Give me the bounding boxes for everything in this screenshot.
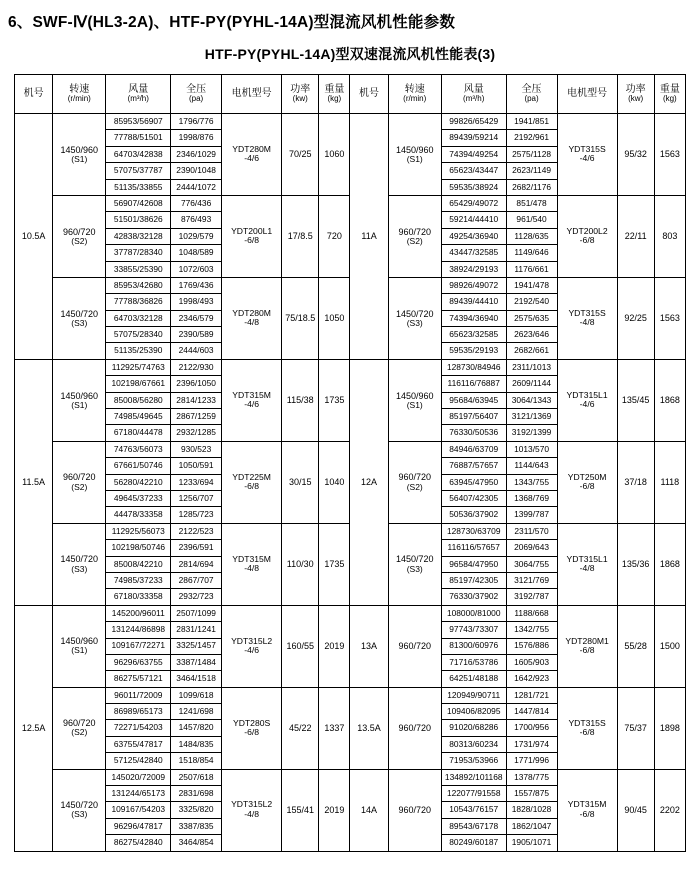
pressure-cell-left: 2507/618 [171, 769, 222, 785]
pressure-cell-right: 1342/755 [506, 622, 557, 638]
flow-cell-left: 64703/32128 [106, 310, 171, 326]
flow-cell-left: 64703/42838 [106, 146, 171, 162]
flow-cell-right: 97743/73307 [441, 622, 506, 638]
power-cell-left: 115/38 [282, 359, 319, 441]
weight-cell-right: 1868 [654, 359, 685, 441]
pressure-cell-right: 1128/635 [506, 228, 557, 244]
power-cell-left: 30/15 [282, 441, 319, 523]
pressure-cell-right: 3064/755 [506, 556, 557, 572]
pressure-cell-right: 1828/1028 [506, 802, 557, 818]
page-title: 6、SWF-Ⅳ(HL3-2A)、HTF-PY(PYHL-14A)型混流风机性能参数 [8, 14, 456, 31]
flow-cell-right: 71716/53786 [441, 654, 506, 670]
header-motor-left: 电机型号 [222, 75, 282, 114]
pressure-cell-right: 1188/668 [506, 605, 557, 621]
rpm-cell-left: 1450/960 (S1) [53, 605, 106, 687]
header-model-right: 机号 [350, 75, 388, 114]
performance-table [14, 74, 686, 852]
flow-cell-left: 74985/49645 [106, 409, 171, 425]
pressure-cell-left: 776/436 [171, 195, 222, 211]
pressure-cell-right: 3121/769 [506, 572, 557, 588]
flow-cell-left: 85008/42210 [106, 556, 171, 572]
pressure-cell-left: 1998/876 [171, 130, 222, 146]
flow-cell-left: 51135/33855 [106, 179, 171, 195]
pressure-cell-right: 2575/1128 [506, 146, 557, 162]
pressure-cell-left: 2122/523 [171, 523, 222, 539]
table-row [15, 687, 686, 703]
rpm-cell-right: 960/720 [388, 687, 441, 769]
pressure-cell-right: 3064/1343 [506, 392, 557, 408]
pressure-cell-right: 1557/875 [506, 786, 557, 802]
pressure-cell-right: 1378/775 [506, 769, 557, 785]
pressure-cell-left: 1099/618 [171, 687, 222, 703]
flow-cell-left: 145020/72009 [106, 769, 171, 785]
pressure-cell-left: 2932/723 [171, 589, 222, 605]
flow-cell-right: 50536/37902 [441, 507, 506, 523]
pressure-cell-right: 1941/478 [506, 277, 557, 293]
header-rpm-right: 转速 (r/min) [388, 75, 441, 114]
motor-cell-left: YDT200L1 -6/8 [222, 195, 282, 277]
pressure-cell-left: 2867/707 [171, 572, 222, 588]
pressure-cell-left: 2831/1241 [171, 622, 222, 638]
header-pressure-left: 全压 (pa) [171, 75, 222, 114]
pressure-cell-left: 2122/930 [171, 359, 222, 375]
weight-cell-right: 1868 [654, 523, 685, 605]
model-cell-right: 12A [350, 359, 388, 605]
motor-cell-right: YDT200L2 -6/8 [557, 195, 617, 277]
pressure-cell-right: 2575/635 [506, 310, 557, 326]
flow-cell-left: 102198/50746 [106, 540, 171, 556]
motor-cell-right: YDT250M -6/8 [557, 441, 617, 523]
table-header [15, 75, 686, 114]
flow-cell-left: 57075/28340 [106, 327, 171, 343]
flow-cell-left: 72271/54203 [106, 720, 171, 736]
power-cell-right: 37/18 [617, 441, 654, 523]
flow-cell-right: 89439/44410 [441, 294, 506, 310]
pressure-cell-right: 1700/956 [506, 720, 557, 736]
pressure-cell-left: 2346/579 [171, 310, 222, 326]
power-cell-right: 55/28 [617, 605, 654, 687]
flow-cell-right: 38924/29193 [441, 261, 506, 277]
pressure-cell-left: 1256/707 [171, 490, 222, 506]
weight-cell-left: 720 [319, 195, 350, 277]
flow-cell-right: 109406/82095 [441, 704, 506, 720]
table-title: HTF-PY(PYHL-14A)型双速混流风机性能表(3) [204, 46, 496, 62]
flow-cell-left: 51135/25390 [106, 343, 171, 359]
pressure-cell-left: 1769/436 [171, 277, 222, 293]
model-cell-left: 12.5A [15, 605, 53, 851]
weight-cell-right: 2202 [654, 769, 685, 851]
weight-cell-right: 1898 [654, 687, 685, 769]
flow-cell-left: 67180/44478 [106, 425, 171, 441]
flow-cell-right: 74394/49254 [441, 146, 506, 162]
flow-cell-right: 80313/60234 [441, 736, 506, 752]
rpm-cell-right: 1450/960 (S1) [388, 114, 441, 196]
flow-cell-right: 84946/63709 [441, 441, 506, 457]
motor-cell-right: YDT315L1 -4/6 [557, 359, 617, 441]
header-power-right: 功率 (kw) [617, 75, 654, 114]
pressure-cell-left: 2390/1048 [171, 163, 222, 179]
pressure-cell-right: 1281/721 [506, 687, 557, 703]
pressure-cell-right: 961/540 [506, 212, 557, 228]
motor-cell-left: YDT315L2 -4/6 [222, 605, 282, 687]
pressure-cell-left: 3325/1457 [171, 638, 222, 654]
power-cell-right: 135/36 [617, 523, 654, 605]
pressure-cell-left: 3387/1484 [171, 654, 222, 670]
pressure-cell-left: 1233/694 [171, 474, 222, 490]
pressure-cell-left: 2831/698 [171, 786, 222, 802]
pressure-cell-right: 1731/974 [506, 736, 557, 752]
header-model-left: 机号 [15, 75, 53, 114]
pressure-cell-left: 3464/1518 [171, 671, 222, 687]
header-rpm-left: 转速 (r/min) [53, 75, 106, 114]
pressure-cell-right: 1176/661 [506, 261, 557, 277]
flow-cell-left: 67661/50746 [106, 458, 171, 474]
flow-cell-left: 109167/54203 [106, 802, 171, 818]
flow-cell-left: 74763/56073 [106, 441, 171, 457]
flow-cell-left: 86275/42840 [106, 835, 171, 851]
flow-cell-left: 63755/47817 [106, 736, 171, 752]
pressure-cell-left: 2396/1050 [171, 376, 222, 392]
weight-cell-left: 1735 [319, 523, 350, 605]
motor-cell-left: YDT315L2 -4/8 [222, 769, 282, 851]
flow-cell-right: 89543/67178 [441, 818, 506, 834]
pressure-cell-right: 2192/961 [506, 130, 557, 146]
pressure-cell-right: 851/478 [506, 195, 557, 211]
pressure-cell-left: 2932/1285 [171, 425, 222, 441]
flow-cell-left: 74985/37233 [106, 572, 171, 588]
flow-cell-left: 77788/51501 [106, 130, 171, 146]
flow-cell-right: 71953/53966 [441, 753, 506, 769]
weight-cell-left: 1060 [319, 114, 350, 196]
flow-cell-left: 96296/47817 [106, 818, 171, 834]
weight-cell-right: 803 [654, 195, 685, 277]
rpm-cell-left: 960/720 (S2) [53, 441, 106, 523]
pressure-cell-right: 3192/787 [506, 589, 557, 605]
pressure-cell-left: 1796/776 [171, 114, 222, 130]
rpm-cell-right: 960/720 (S2) [388, 195, 441, 277]
flow-cell-left: 44478/33358 [106, 507, 171, 523]
flow-cell-right: 108000/81000 [441, 605, 506, 621]
weight-cell-right: 1563 [654, 114, 685, 196]
pressure-cell-right: 2311/1013 [506, 359, 557, 375]
power-cell-right: 135/45 [617, 359, 654, 441]
pressure-cell-right: 2682/661 [506, 343, 557, 359]
pressure-cell-left: 3464/854 [171, 835, 222, 851]
weight-cell-right: 1563 [654, 277, 685, 359]
flow-cell-right: 76330/37902 [441, 589, 506, 605]
power-cell-right: 75/37 [617, 687, 654, 769]
pressure-cell-right: 2609/1144 [506, 376, 557, 392]
pressure-cell-left: 2444/1072 [171, 179, 222, 195]
weight-cell-left: 1040 [319, 441, 350, 523]
pressure-cell-right: 3121/1369 [506, 409, 557, 425]
flow-cell-right: 59535/29193 [441, 343, 506, 359]
motor-cell-left: YDT315M -4/8 [222, 523, 282, 605]
flow-cell-right: 56407/42305 [441, 490, 506, 506]
flow-cell-right: 99826/65429 [441, 114, 506, 130]
flow-cell-right: 63945/47950 [441, 474, 506, 490]
flow-cell-right: 43447/32585 [441, 245, 506, 261]
header-motor-right: 电机型号 [557, 75, 617, 114]
flow-cell-right: 59214/44410 [441, 212, 506, 228]
flow-cell-left: 33855/25390 [106, 261, 171, 277]
weight-cell-right: 1500 [654, 605, 685, 687]
flow-cell-right: 65623/32585 [441, 327, 506, 343]
header-flow-right: 风量 (m³/h) [441, 75, 506, 114]
pressure-cell-right: 1905/1071 [506, 835, 557, 851]
flow-cell-left: 145200/96011 [106, 605, 171, 621]
flow-cell-right: 134892/101168 [441, 769, 506, 785]
pressure-cell-right: 1941/851 [506, 114, 557, 130]
flow-cell-left: 112925/56073 [106, 523, 171, 539]
power-cell-left: 70/25 [282, 114, 319, 196]
flow-cell-right: 120949/90711 [441, 687, 506, 703]
flow-cell-left: 67180/33358 [106, 589, 171, 605]
pressure-cell-right: 3192/1399 [506, 425, 557, 441]
motor-cell-left: YDT280M -4/8 [222, 277, 282, 359]
pressure-cell-left: 2867/1259 [171, 409, 222, 425]
power-cell-left: 45/22 [282, 687, 319, 769]
pressure-cell-left: 2444/603 [171, 343, 222, 359]
flow-cell-right: 85197/56407 [441, 409, 506, 425]
weight-cell-left: 1337 [319, 687, 350, 769]
pressure-cell-right: 1862/1047 [506, 818, 557, 834]
model-cell-right: 13.5A [350, 687, 388, 769]
flow-cell-left: 131244/86898 [106, 622, 171, 638]
rpm-cell-right: 960/720 (S2) [388, 441, 441, 523]
flow-cell-left: 85008/56280 [106, 392, 171, 408]
pressure-cell-left: 1029/579 [171, 228, 222, 244]
header-pressure-right: 全压 (pa) [506, 75, 557, 114]
motor-cell-right: YDT280M1 -6/8 [557, 605, 617, 687]
power-cell-left: 155/41 [282, 769, 319, 851]
pressure-cell-right: 1576/886 [506, 638, 557, 654]
flow-cell-left: 57125/42840 [106, 753, 171, 769]
flow-cell-left: 112925/74763 [106, 359, 171, 375]
pressure-cell-left: 1484/835 [171, 736, 222, 752]
table-row [15, 359, 686, 375]
pressure-cell-left: 1241/698 [171, 704, 222, 720]
model-cell-right: 11A [350, 114, 388, 360]
model-cell-left: 10.5A [15, 114, 53, 360]
flow-cell-right: 128730/63709 [441, 523, 506, 539]
pressure-cell-left: 1050/591 [171, 458, 222, 474]
pressure-cell-left: 3325/820 [171, 802, 222, 818]
pressure-cell-left: 1072/603 [171, 261, 222, 277]
flow-cell-right: 74394/36940 [441, 310, 506, 326]
model-cell-left: 11.5A [15, 359, 53, 605]
flow-cell-right: 89439/59214 [441, 130, 506, 146]
pressure-cell-left: 2507/1099 [171, 605, 222, 621]
model-cell-right: 13A [350, 605, 388, 687]
weight-cell-left: 1735 [319, 359, 350, 441]
motor-cell-left: YDT280M -4/6 [222, 114, 282, 196]
rpm-cell-left: 1450/720 (S3) [53, 277, 106, 359]
pressure-cell-right: 1144/643 [506, 458, 557, 474]
pressure-cell-right: 1447/814 [506, 704, 557, 720]
flow-cell-right: 122077/91558 [441, 786, 506, 802]
flow-cell-left: 96011/72009 [106, 687, 171, 703]
flow-cell-left: 57075/37787 [106, 163, 171, 179]
rpm-cell-right: 960/720 [388, 605, 441, 687]
table-row [15, 605, 686, 621]
rpm-cell-left: 1450/720 (S3) [53, 523, 106, 605]
pressure-cell-left: 2814/1233 [171, 392, 222, 408]
pressure-cell-left: 2396/591 [171, 540, 222, 556]
table-body [15, 114, 686, 852]
rpm-cell-left: 1450/960 (S1) [53, 114, 106, 196]
flow-cell-right: 91020/68286 [441, 720, 506, 736]
flow-cell-right: 59535/38924 [441, 179, 506, 195]
header-row [15, 75, 686, 114]
motor-cell-left: YDT225M -6/8 [222, 441, 282, 523]
header-power-left: 功率 (kw) [282, 75, 319, 114]
flow-cell-left: 77788/36826 [106, 294, 171, 310]
table-row [15, 114, 686, 130]
flow-cell-right: 98926/49072 [441, 277, 506, 293]
pressure-cell-right: 1605/903 [506, 654, 557, 670]
table-container [0, 74, 700, 852]
motor-cell-right: YDT315S -4/8 [557, 277, 617, 359]
pressure-cell-right: 1399/787 [506, 507, 557, 523]
weight-cell-left: 2019 [319, 605, 350, 687]
pressure-cell-left: 2814/694 [171, 556, 222, 572]
flow-cell-right: 10543/76157 [441, 802, 506, 818]
pressure-cell-left: 1048/589 [171, 245, 222, 261]
header-weight-right: 重量 (kg) [654, 75, 685, 114]
weight-cell-left: 1050 [319, 277, 350, 359]
flow-cell-left: 86275/57121 [106, 671, 171, 687]
rpm-cell-right: 1450/960 (S1) [388, 359, 441, 441]
pressure-cell-right: 1771/996 [506, 753, 557, 769]
flow-cell-right: 76330/50536 [441, 425, 506, 441]
flow-cell-right: 95684/63945 [441, 392, 506, 408]
pressure-cell-right: 1642/923 [506, 671, 557, 687]
motor-cell-left: YDT315M -4/6 [222, 359, 282, 441]
flow-cell-left: 56907/42608 [106, 195, 171, 211]
motor-cell-left: YDT280S -6/8 [222, 687, 282, 769]
flow-cell-left: 85953/56907 [106, 114, 171, 130]
flow-cell-right: 85197/42305 [441, 572, 506, 588]
pressure-cell-left: 2390/589 [171, 327, 222, 343]
motor-cell-right: YDT315M -6/8 [557, 769, 617, 851]
table-row [15, 769, 686, 785]
flow-cell-right: 49254/36940 [441, 228, 506, 244]
flow-cell-right: 116116/57657 [441, 540, 506, 556]
flow-cell-right: 65623/43447 [441, 163, 506, 179]
pressure-cell-left: 3387/835 [171, 818, 222, 834]
rpm-cell-left: 1450/960 (S1) [53, 359, 106, 441]
pressure-cell-right: 1149/646 [506, 245, 557, 261]
rpm-cell-left: 1450/720 (S3) [53, 769, 106, 851]
pressure-cell-right: 1368/769 [506, 490, 557, 506]
flow-cell-right: 64251/48188 [441, 671, 506, 687]
power-cell-left: 75/18.5 [282, 277, 319, 359]
flow-cell-right: 128730/84946 [441, 359, 506, 375]
flow-cell-right: 81300/60976 [441, 638, 506, 654]
power-cell-left: 110/30 [282, 523, 319, 605]
pressure-cell-right: 2069/643 [506, 540, 557, 556]
flow-cell-right: 80249/60187 [441, 835, 506, 851]
pressure-cell-right: 1013/570 [506, 441, 557, 457]
flow-cell-left: 109167/72271 [106, 638, 171, 654]
pressure-cell-right: 2192/540 [506, 294, 557, 310]
pressure-cell-left: 930/523 [171, 441, 222, 457]
pressure-cell-left: 1518/854 [171, 753, 222, 769]
pressure-cell-left: 1285/723 [171, 507, 222, 523]
flow-cell-right: 65429/49072 [441, 195, 506, 211]
rpm-cell-right: 1450/720 (S3) [388, 277, 441, 359]
flow-cell-right: 96584/47950 [441, 556, 506, 572]
power-cell-right: 92/25 [617, 277, 654, 359]
flow-cell-right: 76887/57657 [441, 458, 506, 474]
rpm-cell-right: 1450/720 (S3) [388, 523, 441, 605]
motor-cell-right: YDT315S -4/6 [557, 114, 617, 196]
rpm-cell-left: 960/720 (S2) [53, 195, 106, 277]
pressure-cell-left: 2346/1029 [171, 146, 222, 162]
pressure-cell-right: 2311/570 [506, 523, 557, 539]
flow-cell-left: 42838/32128 [106, 228, 171, 244]
flow-cell-left: 86989/65173 [106, 704, 171, 720]
pressure-cell-right: 1343/755 [506, 474, 557, 490]
motor-cell-right: YDT315S -6/8 [557, 687, 617, 769]
pressure-cell-right: 2623/646 [506, 327, 557, 343]
flow-cell-left: 37787/28340 [106, 245, 171, 261]
pressure-cell-left: 1457/820 [171, 720, 222, 736]
weight-cell-right: 1118 [654, 441, 685, 523]
motor-cell-right: YDT315L1 -4/8 [557, 523, 617, 605]
power-cell-left: 17/8.5 [282, 195, 319, 277]
flow-cell-left: 131244/65173 [106, 786, 171, 802]
pressure-cell-left: 876/493 [171, 212, 222, 228]
rpm-cell-right: 960/720 [388, 769, 441, 851]
pressure-cell-right: 2682/1176 [506, 179, 557, 195]
header-flow-left: 风量 (m³/h) [106, 75, 171, 114]
flow-cell-left: 96296/63755 [106, 654, 171, 670]
power-cell-left: 160/55 [282, 605, 319, 687]
weight-cell-left: 2019 [319, 769, 350, 851]
power-cell-right: 90/45 [617, 769, 654, 851]
power-cell-right: 95/32 [617, 114, 654, 196]
pressure-cell-left: 1998/493 [171, 294, 222, 310]
rpm-cell-left: 960/720 (S2) [53, 687, 106, 769]
power-cell-right: 22/11 [617, 195, 654, 277]
header-weight-left: 重量 (kg) [319, 75, 350, 114]
flow-cell-left: 49645/37233 [106, 490, 171, 506]
flow-cell-left: 51501/38626 [106, 212, 171, 228]
pressure-cell-right: 2623/1149 [506, 163, 557, 179]
flow-cell-right: 116116/76887 [441, 376, 506, 392]
model-cell-right: 14A [350, 769, 388, 851]
flow-cell-left: 102198/67661 [106, 376, 171, 392]
flow-cell-left: 85953/42680 [106, 277, 171, 293]
flow-cell-left: 56280/42210 [106, 474, 171, 490]
